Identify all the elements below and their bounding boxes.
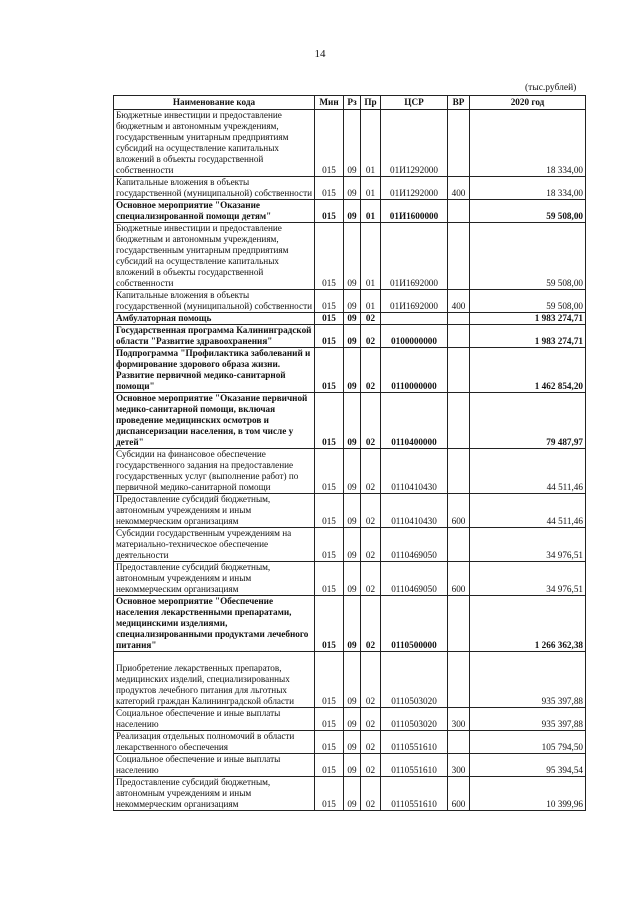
cell-vr: [448, 528, 470, 562]
table-row: [114, 754, 586, 777]
cell-name: Государственная программа Калининградской области "Развитие здравоохранения": [114, 325, 315, 348]
cell-rz: 09: [344, 562, 361, 596]
table-row: [114, 777, 586, 811]
cell-name: Капитальные вложения в объекты государственной (муниципальной) собственности: [114, 177, 315, 200]
table-row: [114, 708, 586, 731]
cell-min: 015: [315, 110, 344, 177]
table-row: [114, 177, 586, 200]
cell-pr: 01: [361, 290, 381, 313]
table-row: [114, 393, 586, 449]
page-number: 14: [314, 48, 326, 60]
cell-rz: 09: [344, 596, 361, 652]
cell-csr: 0110503020: [381, 708, 448, 731]
cell-amount: 935 397,88: [470, 652, 586, 708]
cell-pr: 01: [361, 110, 381, 177]
cell-csr: 0110551610: [381, 731, 448, 754]
cell-rz: 09: [344, 528, 361, 562]
cell-vr: 400: [448, 177, 470, 200]
cell-min: 015: [315, 528, 344, 562]
cell-rz: 09: [344, 708, 361, 731]
cell-pr: 01: [361, 223, 381, 290]
cell-pr: 02: [361, 708, 381, 731]
cell-min: 015: [315, 754, 344, 777]
cell-amount: 34 976,51: [470, 562, 586, 596]
cell-rz: 09: [344, 200, 361, 223]
cell-amount: 95 394,54: [470, 754, 586, 777]
table-row: [114, 313, 586, 325]
cell-amount: 79 487,97: [470, 393, 586, 449]
cell-amount: 1 983 274,71: [470, 325, 586, 348]
cell-vr: [448, 596, 470, 652]
cell-name: Предоставление субсидий бюджетным, автономным учреждениям и иным некоммерческим организациям: [114, 494, 315, 528]
header-rz: Рз: [344, 96, 361, 110]
cell-min: 015: [315, 177, 344, 200]
header-csr: ЦСР: [381, 96, 448, 110]
cell-name: Бюджетные инвестиции и предоставление бюджетным и автономным учреждениям, государственным унитарным предприятиям субсидий на осуществление капитальных вложений в объекты государственной собственности: [114, 110, 315, 177]
units-label: (тыс.рублей): [525, 83, 577, 93]
cell-min: 015: [315, 596, 344, 652]
cell-name: Основное мероприятие "Оказание первичной медико-санитарной помощи, включая проведение медицинских осмотров и диспансеризации населения, в том числе у детей": [114, 393, 315, 449]
cell-csr: 0110000000: [381, 348, 448, 393]
cell-csr: [381, 313, 448, 325]
cell-pr: 02: [361, 652, 381, 708]
cell-min: 015: [315, 223, 344, 290]
cell-pr: 01: [361, 200, 381, 223]
cell-vr: [448, 449, 470, 494]
cell-amount: 59 508,00: [470, 223, 586, 290]
cell-name: Предоставление субсидий бюджетным, автономным учреждениям и иным некоммерческим организациям: [114, 562, 315, 596]
cell-csr: 0110410430: [381, 449, 448, 494]
cell-rz: 09: [344, 449, 361, 494]
cell-name: Амбулаторная помощь: [114, 313, 315, 325]
cell-rz: 09: [344, 652, 361, 708]
budget-table: [113, 95, 586, 811]
cell-csr: 0110500000: [381, 596, 448, 652]
cell-pr: 02: [361, 325, 381, 348]
cell-min: 015: [315, 652, 344, 708]
cell-pr: 02: [361, 596, 381, 652]
cell-pr: 02: [361, 348, 381, 393]
header-min: Мин: [315, 96, 344, 110]
cell-rz: 09: [344, 177, 361, 200]
cell-min: 015: [315, 348, 344, 393]
cell-amount: 935 397,88: [470, 708, 586, 731]
table-header-row: [114, 96, 586, 110]
table-row: [114, 348, 586, 393]
cell-name: Капитальные вложения в объекты государственной (муниципальной) собственности: [114, 290, 315, 313]
cell-csr: 0110410430: [381, 494, 448, 528]
table-row: [114, 449, 586, 494]
cell-csr: 0110400000: [381, 393, 448, 449]
table-row: [114, 528, 586, 562]
cell-name: Приобретение лекарственных препаратов, медицинских изделий, специализированных продуктов лечебного питания для льготных категорий граждан Калининградской области: [114, 652, 315, 708]
cell-csr: 0110469050: [381, 562, 448, 596]
cell-min: 015: [315, 708, 344, 731]
table-row: [114, 596, 586, 652]
cell-vr: [448, 200, 470, 223]
cell-csr: 0110551610: [381, 777, 448, 811]
header-pr: Пр: [361, 96, 381, 110]
cell-vr: [448, 348, 470, 393]
table-row: [114, 290, 586, 313]
table-row: [114, 200, 586, 223]
cell-csr: 0110469050: [381, 528, 448, 562]
cell-name: Социальное обеспечение и иные выплаты населению: [114, 754, 315, 777]
cell-min: 015: [315, 393, 344, 449]
table-row: [114, 562, 586, 596]
table-row: [114, 494, 586, 528]
cell-amount: 18 334,00: [470, 177, 586, 200]
cell-rz: 09: [344, 313, 361, 325]
cell-min: 015: [315, 325, 344, 348]
cell-min: 015: [315, 731, 344, 754]
cell-csr: 01И1292000: [381, 177, 448, 200]
cell-csr: 01И1692000: [381, 290, 448, 313]
cell-min: 015: [315, 562, 344, 596]
cell-rz: 09: [344, 110, 361, 177]
cell-vr: [448, 325, 470, 348]
cell-rz: 09: [344, 494, 361, 528]
cell-pr: 02: [361, 494, 381, 528]
cell-min: 015: [315, 290, 344, 313]
table-row: [114, 110, 586, 177]
cell-rz: 09: [344, 290, 361, 313]
cell-rz: 09: [344, 223, 361, 290]
cell-pr: 02: [361, 393, 381, 449]
header-name: Наименование кода: [114, 96, 315, 110]
table-row: [114, 731, 586, 754]
cell-amount: 1 266 362,38: [470, 596, 586, 652]
cell-vr: 600: [448, 562, 470, 596]
cell-name: Основное мероприятие "Обеспечение населения лекарственными препаратами, медицинскими изделиями, специализированными продуктами лечебного питания": [114, 596, 315, 652]
cell-vr: [448, 110, 470, 177]
cell-name: Реализация отдельных полномочий в области лекарственного обеспечения: [114, 731, 315, 754]
header-vr: ВР: [448, 96, 470, 110]
cell-rz: 09: [344, 325, 361, 348]
cell-name: Предоставление субсидий бюджетным, автономным учреждениям и иным некоммерческим организациям: [114, 777, 315, 811]
table-row: [114, 325, 586, 348]
table-row: [114, 652, 586, 708]
cell-vr: [448, 393, 470, 449]
cell-name: Бюджетные инвестиции и предоставление бюджетным и автономным учреждениям, государственным унитарным предприятиям субсидий на осуществление капитальных вложений в объекты государственной собственности: [114, 223, 315, 290]
cell-pr: 02: [361, 731, 381, 754]
cell-amount: 34 976,51: [470, 528, 586, 562]
cell-min: 015: [315, 494, 344, 528]
cell-name: Социальное обеспечение и иные выплаты населению: [114, 708, 315, 731]
cell-rz: 09: [344, 754, 361, 777]
cell-amount: 1 983 274,71: [470, 313, 586, 325]
cell-pr: 02: [361, 528, 381, 562]
header-year: 2020 год: [470, 96, 586, 110]
cell-vr: 300: [448, 754, 470, 777]
cell-vr: [448, 223, 470, 290]
cell-vr: [448, 731, 470, 754]
cell-pr: 02: [361, 754, 381, 777]
cell-min: 015: [315, 313, 344, 325]
cell-pr: 02: [361, 449, 381, 494]
cell-pr: 01: [361, 177, 381, 200]
cell-rz: 09: [344, 348, 361, 393]
cell-csr: 0110551610: [381, 754, 448, 777]
cell-pr: 02: [361, 562, 381, 596]
cell-name: Подпрограмма "Профилактика заболеваний и формирование здорового образа жизни. Развитие первичной медико-санитарной помощи": [114, 348, 315, 393]
cell-rz: 09: [344, 777, 361, 811]
table-row: [114, 223, 586, 290]
cell-csr: 0110503020: [381, 652, 448, 708]
cell-csr: 01И1600000: [381, 200, 448, 223]
cell-vr: [448, 313, 470, 325]
cell-min: 015: [315, 449, 344, 494]
cell-vr: [448, 652, 470, 708]
cell-pr: 02: [361, 777, 381, 811]
cell-csr: 01И1692000: [381, 223, 448, 290]
cell-amount: 105 794,50: [470, 731, 586, 754]
cell-name: Субсидии на финансовое обеспечение государственного задания на предоставление государственных услуг (выполнение работ) по первичной медико-санитарной помощи: [114, 449, 315, 494]
cell-name: Субсидии государственным учреждениям на материально-техническое обеспечение деятельности: [114, 528, 315, 562]
cell-rz: 09: [344, 731, 361, 754]
cell-pr: 02: [361, 313, 381, 325]
cell-vr: 600: [448, 494, 470, 528]
cell-vr: 400: [448, 290, 470, 313]
cell-amount: 10 399,96: [470, 777, 586, 811]
cell-amount: 59 508,00: [470, 200, 586, 223]
cell-csr: 01И1292000: [381, 110, 448, 177]
cell-vr: 300: [448, 708, 470, 731]
cell-amount: 1 462 854,20: [470, 348, 586, 393]
cell-rz: 09: [344, 393, 361, 449]
cell-amount: 44 511,46: [470, 494, 586, 528]
cell-csr: 0100000000: [381, 325, 448, 348]
cell-min: 015: [315, 777, 344, 811]
cell-amount: 59 508,00: [470, 290, 586, 313]
cell-amount: 44 511,46: [470, 449, 586, 494]
cell-amount: 18 334,00: [470, 110, 586, 177]
cell-vr: 600: [448, 777, 470, 811]
cell-name: Основное мероприятие "Оказание специализированной помощи детям": [114, 200, 315, 223]
cell-min: 015: [315, 200, 344, 223]
